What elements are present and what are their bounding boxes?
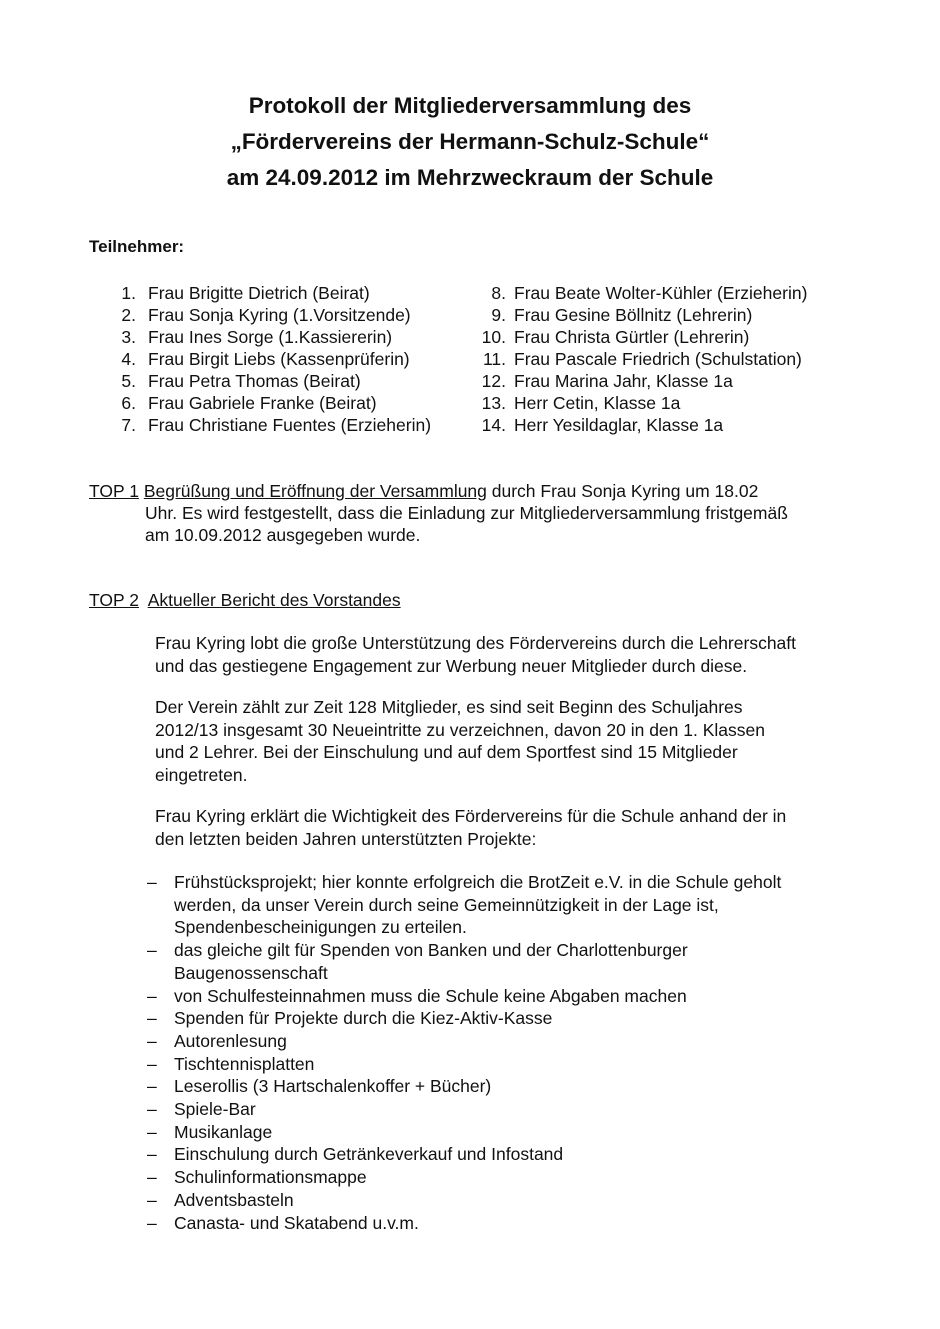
participant-name: Frau Gabriele Franke (Beirat) bbox=[148, 393, 377, 413]
participant-name: Frau Beate Wolter-Kühler (Erzieherin) bbox=[514, 283, 808, 303]
list-item-text: Spenden für Projekte durch die Kiez-Aktiv-Kasse bbox=[174, 1008, 553, 1029]
participant-row bbox=[478, 304, 878, 326]
participant-number: 2. bbox=[121, 305, 136, 325]
paragraph-line: und 2 Lehrer. Bei der Einschulung und auf dem Sportfest sind 15 Mitglieder bbox=[155, 742, 738, 762]
participant-row bbox=[110, 414, 470, 436]
top1-line1-rest: durch Frau Sonja Kyring um 18.02 bbox=[486, 481, 759, 501]
list-item bbox=[147, 1121, 781, 1144]
participant-name: Frau Ines Sorge (1.Kassiererin) bbox=[148, 327, 393, 347]
participant-name: Herr Yesildaglar, Klasse 1a bbox=[514, 415, 724, 435]
participant-name: Frau Gesine Böllnitz (Lehrerin) bbox=[514, 305, 753, 325]
participant-name: Frau Marina Jahr, Klasse 1a bbox=[514, 371, 733, 391]
title-line-2: „Fördervereins der Hermann-Schulz-Schule“ bbox=[230, 129, 710, 154]
list-item bbox=[147, 939, 781, 984]
list-item-text: Frühstücksprojekt; hier konnte erfolgreich die BrotZeit e.V. in die Schule geholt bbox=[174, 872, 782, 892]
participant-name: Frau Christiane Fuentes (Erzieherin) bbox=[148, 415, 432, 435]
list-item-text: von Schulfesteinnahmen muss die Schule keine Abgaben machen bbox=[174, 985, 687, 1006]
dash-bullet-icon: – bbox=[147, 872, 157, 892]
dash-bullet-icon: – bbox=[147, 1144, 157, 1165]
list-item-text: Einschulung durch Getränkeverkauf und Infostand bbox=[174, 1144, 564, 1165]
dash-bullet-icon: – bbox=[147, 1212, 157, 1233]
top2-paragraph-2 bbox=[155, 696, 765, 786]
participant-number: 9. bbox=[491, 305, 506, 325]
participant-row bbox=[478, 370, 878, 392]
list-item-text: werden, da unser Verein durch seine Gemeinnützigkeit in der Lage ist, bbox=[174, 894, 719, 915]
paragraph-line: eingetreten. bbox=[155, 764, 248, 785]
list-item bbox=[147, 1053, 781, 1076]
participants-list-left bbox=[110, 282, 470, 436]
list-item-text: Tischtennisplatten bbox=[174, 1053, 315, 1074]
top2-label: TOP 2 bbox=[89, 590, 139, 610]
list-item-text: das gleiche gilt für Spenden von Banken und der Charlottenburger bbox=[174, 940, 688, 961]
paragraph-line: den letzten beiden Jahren unterstützten Projekte: bbox=[155, 828, 537, 849]
list-item bbox=[147, 1166, 781, 1189]
dash-bullet-icon: – bbox=[147, 1008, 157, 1029]
dash-bullet-icon: – bbox=[147, 1030, 157, 1051]
list-item-text: Spendenbescheinigungen zu erteilen. bbox=[174, 917, 467, 938]
title-line-3: am 24.09.2012 im Mehrzweckraum der Schule bbox=[226, 165, 714, 190]
paragraph-line: 2012/13 insgesamt 30 Neueintritte zu verzeichnen, davon 20 in den 1. Klassen bbox=[155, 719, 765, 740]
top2-paragraph-1 bbox=[155, 632, 796, 677]
paragraph-line: Frau Kyring erklärt die Wichtigkeit des Fördervereins für die Schule anhand der in bbox=[155, 806, 787, 826]
participant-name: Frau Christa Gürtler (Lehrerin) bbox=[514, 327, 750, 347]
participant-number: 5. bbox=[121, 371, 136, 391]
dash-bullet-icon: – bbox=[147, 940, 157, 961]
participant-row bbox=[110, 392, 470, 414]
dash-bullet-icon: – bbox=[147, 1099, 157, 1120]
dash-bullet-icon: – bbox=[147, 1167, 157, 1188]
top1-line-1 bbox=[89, 480, 758, 503]
participant-name: Frau Sonja Kyring (1.Vorsitzende) bbox=[148, 305, 411, 325]
list-item bbox=[147, 1189, 781, 1212]
dash-bullet-icon: – bbox=[147, 1121, 157, 1142]
document-title bbox=[0, 88, 940, 196]
participant-name: Frau Birgit Liebs (Kassenprüferin) bbox=[148, 349, 410, 369]
list-item bbox=[147, 871, 781, 939]
title-line-1: Protokoll der Mitgliederversammlung des bbox=[248, 93, 692, 118]
list-item bbox=[147, 1212, 781, 1235]
list-item-text: Baugenossenschaft bbox=[174, 962, 328, 983]
dash-bullet-icon: – bbox=[147, 1076, 157, 1097]
list-item-text: Spiele-Bar bbox=[174, 1099, 256, 1120]
top1-heading: Begrüßung und Eröffnung der Versammlung bbox=[143, 481, 487, 501]
list-item bbox=[147, 1098, 781, 1121]
participant-number: 4. bbox=[121, 349, 136, 369]
list-item-text: Schulinformationsmappe bbox=[174, 1167, 367, 1188]
top2-heading-line bbox=[89, 589, 401, 612]
dash-bullet-icon: – bbox=[147, 985, 157, 1006]
participant-number: 14. bbox=[481, 415, 506, 435]
list-item-text: Leserollis (3 Hartschalenkoffer + Bücher) bbox=[174, 1076, 492, 1097]
participants-list-right bbox=[478, 282, 878, 436]
dash-bullet-icon: – bbox=[147, 1053, 157, 1074]
participant-row bbox=[478, 348, 878, 370]
participant-name: Frau Pascale Friedrich (Schulstation) bbox=[514, 349, 802, 369]
list-item bbox=[147, 1143, 781, 1166]
participant-row bbox=[478, 414, 878, 436]
top2-heading: Aktueller Bericht des Vorstandes bbox=[147, 590, 401, 610]
list-item bbox=[147, 1030, 781, 1053]
participant-number: 10. bbox=[481, 327, 506, 347]
list-item-text: Adventsbasteln bbox=[174, 1189, 294, 1210]
participant-number: 8. bbox=[491, 283, 506, 303]
top2-paragraph-3 bbox=[155, 805, 786, 850]
participant-number: 6. bbox=[121, 393, 136, 413]
dash-bullet-icon: – bbox=[147, 1189, 157, 1210]
paragraph-line: Der Verein zählt zur Zeit 128 Mitglieder, es sind seit Beginn des Schuljahres bbox=[155, 697, 743, 717]
participant-number: 7. bbox=[121, 415, 136, 435]
participant-number: 11. bbox=[482, 349, 506, 369]
participant-name: Frau Brigitte Dietrich (Beirat) bbox=[148, 283, 370, 303]
participant-name: Herr Cetin, Klasse 1a bbox=[514, 393, 681, 413]
participant-number: 1. bbox=[121, 283, 136, 303]
participant-name: Frau Petra Thomas (Beirat) bbox=[148, 371, 361, 391]
top1-line-2: Uhr. Es wird festgestellt, dass die Einladung zur Mitgliederversammlung fristgemäß bbox=[145, 503, 788, 523]
top1-label: TOP 1 bbox=[89, 481, 139, 501]
participant-row bbox=[478, 326, 878, 348]
participant-row bbox=[110, 370, 470, 392]
participant-number: 13. bbox=[481, 393, 506, 413]
project-bullet-list bbox=[147, 871, 781, 1234]
list-item bbox=[147, 1075, 781, 1098]
participant-row bbox=[110, 348, 470, 370]
participant-row bbox=[110, 282, 470, 304]
participant-row bbox=[478, 282, 878, 304]
participant-row bbox=[110, 326, 470, 348]
participant-number: 12. bbox=[481, 371, 506, 391]
list-item bbox=[147, 985, 781, 1008]
top1-line-3: am 10.09.2012 ausgegeben wurde. bbox=[145, 525, 421, 545]
participants-heading: Teilnehmer: bbox=[89, 237, 185, 256]
list-item-text: Autorenlesung bbox=[174, 1030, 287, 1051]
list-item bbox=[147, 1007, 781, 1030]
participant-number: 3. bbox=[121, 327, 136, 347]
participant-row bbox=[110, 304, 470, 326]
list-item-text: Canasta- und Skatabend u.v.m. bbox=[174, 1212, 419, 1233]
paragraph-line: und das gestiegene Engagement zur Werbung neuer Mitglieder durch diese. bbox=[155, 655, 748, 676]
list-item-text: Musikanlage bbox=[174, 1121, 273, 1142]
paragraph-line: Frau Kyring lobt die große Unterstützung des Fördervereins durch die Lehrerschaft bbox=[155, 633, 797, 653]
participant-row bbox=[478, 392, 878, 414]
